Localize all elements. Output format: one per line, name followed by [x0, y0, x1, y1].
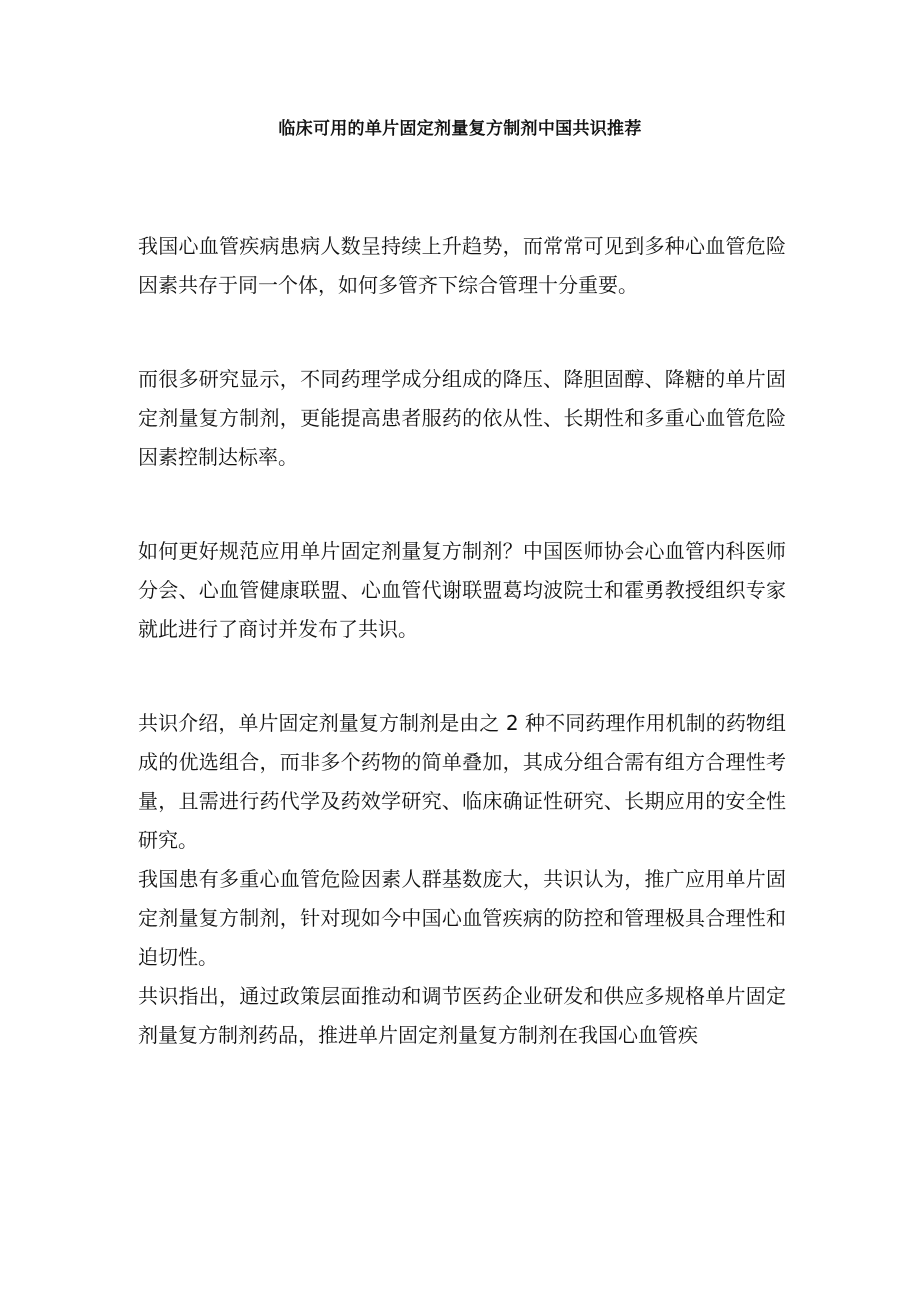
paragraph-6: 共识指出，通过政策层面推动和调节医药企业研发和供应多规格单片固定剂量复方制剂药品，推进单片固定剂量复方制剂在我国心血管疾	[138, 984, 786, 1047]
paragraph-4: 共识介绍，单片固定剂量复方制剂是由之 2 种不同药理作用机制的药物组成的优选组合，而非多个药物的简单叠加，其成分组合需有组方合理性考量，且需进行药代学及药效学研究、临床确证性研究、长期应用的安全性研究。	[138, 711, 786, 852]
paragraph-2: 而很多研究显示，不同药理学成分组成的降压、降胆固醇、降糖的单片固定剂量复方制剂，更能提高患者服药的依从性、长期性和多重心血管危险因素控制达标率。	[138, 367, 786, 469]
document-title: 临床可用的单片固定剂量复方制剂中国共识推荐	[278, 119, 642, 139]
paragraph-3: 如何更好规范应用单片固定剂量复方制剂？中国医师协会心血管内科医师分会、心血管健康联盟、心血管代谢联盟葛均波院士和霍勇教授组织专家就此进行了商讨并发布了共识。	[138, 539, 786, 641]
paragraph-5: 我国患有多重心血管危险因素人群基数庞大，共识认为，推广应用单片固定剂量复方制剂，针对现如今中国心血管疾病的防控和管理极具合理性和迫切性。	[138, 867, 786, 969]
document-body	[138, 227, 786, 1055]
paragraph-1: 我国心血管疾病患病人数呈持续上升趋势，而常常可见到多种心血管危险因素共存于同一个体，如何多管齐下综合管理十分重要。	[138, 234, 786, 297]
